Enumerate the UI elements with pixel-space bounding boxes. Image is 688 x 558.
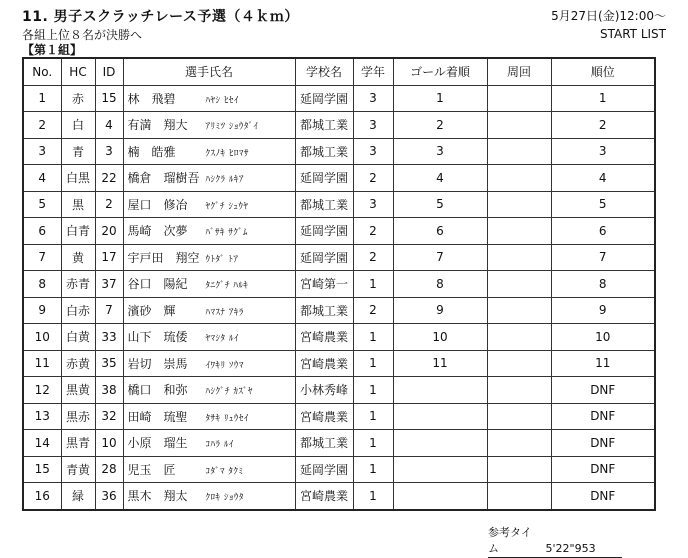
table-row	[23, 138, 655, 165]
cell-hc: 白黄	[61, 324, 95, 351]
table-row	[23, 456, 655, 483]
cell-school: 延岡学園	[295, 218, 353, 245]
cell-id: 36	[95, 483, 123, 510]
table-row	[23, 271, 655, 298]
athlete-name: 児玉 匠	[127, 462, 176, 477]
cell-grade: 3	[353, 138, 393, 165]
table-row	[23, 483, 655, 510]
athlete-name-kana: ｲﾜｷﾘ ｿｳﾏ	[205, 360, 244, 371]
reference-time-value: 5'22"953	[545, 542, 596, 555]
athlete-name: 橋倉 瑠樹吾	[127, 171, 200, 186]
table-row	[23, 297, 655, 324]
athlete-name: 小原 瑠生	[127, 436, 188, 451]
cell-rank: 6	[551, 218, 655, 245]
cell-finish: 2	[393, 112, 487, 139]
cell-school: 宮崎農業	[295, 324, 353, 351]
cell-rank: 1	[551, 85, 655, 112]
page-title: 11. 男子スクラッチレース予選（４ｋｍ）	[22, 9, 299, 25]
reference-time-label: 参考タイム	[488, 526, 532, 555]
cell-name	[123, 85, 295, 112]
column-header-id: ID	[95, 58, 123, 85]
cell-name	[123, 456, 295, 483]
cell-id: 20	[95, 218, 123, 245]
athlete-name-kana: ﾊﾏｽﾅ ｱｷﾗ	[205, 307, 244, 318]
cell-school: 都城工業	[295, 297, 353, 324]
cell-grade: 2	[353, 244, 393, 271]
cell-name	[123, 377, 295, 404]
cell-rank: DNF	[551, 430, 655, 457]
cell-no: 4	[23, 165, 61, 192]
cell-id: 15	[95, 85, 123, 112]
cell-no: 8	[23, 271, 61, 298]
cell-school: 宮崎農業	[295, 403, 353, 430]
cell-grade: 1	[353, 377, 393, 404]
athlete-name: 馬崎 次夢	[127, 224, 188, 239]
athlete-name-kana: ﾊｼｸﾞﾁ ｶｽﾞﾔ	[205, 387, 253, 398]
cell-rank: 2	[551, 112, 655, 139]
cell-laps	[487, 138, 551, 165]
start-list-label: START LIST	[599, 27, 666, 41]
table-row	[23, 165, 655, 192]
cell-finish	[393, 483, 487, 510]
cell-grade: 3	[353, 85, 393, 112]
cell-rank: 4	[551, 165, 655, 192]
cell-hc: 黒赤	[61, 403, 95, 430]
cell-rank: 8	[551, 271, 655, 298]
athlete-name: 山下 琉倭	[127, 330, 188, 345]
race-date: 5月27日(金)12:00～	[551, 9, 666, 23]
athlete-name-kana: ｸﾛｷ ｼｮｳﾀ	[205, 493, 244, 504]
cell-grade: 1	[353, 271, 393, 298]
cell-grade: 2	[353, 165, 393, 192]
cell-name	[123, 403, 295, 430]
cell-name	[123, 483, 295, 510]
cell-grade: 1	[353, 350, 393, 377]
cell-grade: 1	[353, 403, 393, 430]
athlete-name-kana: ｸｽﾉｷ ﾋﾛﾏｻ	[205, 148, 249, 159]
cell-grade: 1	[353, 456, 393, 483]
cell-hc: 白	[61, 112, 95, 139]
cell-rank: 11	[551, 350, 655, 377]
athlete-name-kana: ﾊﾔｼ ﾋｾｲ	[205, 95, 239, 106]
athlete-name-kana: ﾊｼｸﾗ ﾙｷｱ	[205, 175, 244, 186]
athlete-name-kana: ﾔｸﾞﾁ ｼｭｳﾔ	[205, 201, 249, 212]
cell-rank: DNF	[551, 456, 655, 483]
cell-laps	[487, 377, 551, 404]
qualification-note: 各組上位８名が決勝へ	[22, 28, 143, 42]
cell-finish	[393, 377, 487, 404]
cell-finish: 9	[393, 297, 487, 324]
cell-laps	[487, 165, 551, 192]
cell-name	[123, 218, 295, 245]
column-header-hc: HC	[61, 58, 95, 85]
cell-laps	[487, 191, 551, 218]
cell-rank: DNF	[551, 377, 655, 404]
cell-hc: 黒	[61, 191, 95, 218]
cell-hc: 赤黄	[61, 350, 95, 377]
cell-id: 10	[95, 430, 123, 457]
cell-id: 38	[95, 377, 123, 404]
cell-finish: 10	[393, 324, 487, 351]
column-header-school: 学校名	[295, 58, 353, 85]
cell-laps	[487, 271, 551, 298]
column-header-no: No.	[23, 58, 61, 85]
cell-laps	[487, 112, 551, 139]
cell-laps	[487, 430, 551, 457]
cell-name	[123, 271, 295, 298]
cell-no: 1	[23, 85, 61, 112]
cell-no: 7	[23, 244, 61, 271]
start-list-table	[22, 57, 656, 511]
cell-finish: 8	[393, 271, 487, 298]
cell-grade: 1	[353, 483, 393, 510]
cell-no: 9	[23, 297, 61, 324]
cell-school: 宮崎農業	[295, 483, 353, 510]
cell-name	[123, 112, 295, 139]
table-row	[23, 377, 655, 404]
cell-no: 2	[23, 112, 61, 139]
table-row	[23, 191, 655, 218]
cell-no: 14	[23, 430, 61, 457]
cell-hc: 青黄	[61, 456, 95, 483]
athlete-name: 岩切 崇馬	[127, 356, 188, 371]
cell-no: 16	[23, 483, 61, 510]
athlete-name-kana: ｺﾀﾞﾏ ﾀｸﾐ	[205, 466, 244, 477]
column-header-grade: 学年	[353, 58, 393, 85]
athlete-name-kana: ｱﾘﾐﾂ ｼｮｳﾀﾞｲ	[205, 122, 259, 133]
cell-school: 延岡学園	[295, 244, 353, 271]
athlete-name: 谷口 陽紀	[127, 277, 188, 292]
cell-finish: 4	[393, 165, 487, 192]
cell-hc: 黒黄	[61, 377, 95, 404]
cell-laps	[487, 85, 551, 112]
cell-rank: 10	[551, 324, 655, 351]
cell-finish: 6	[393, 218, 487, 245]
cell-grade: 2	[353, 218, 393, 245]
cell-hc: 白青	[61, 218, 95, 245]
table-row	[23, 85, 655, 112]
athlete-name-kana: ﾀﾆｸﾞﾁ ﾊﾙｷ	[205, 281, 249, 292]
athlete-name: 田崎 琉聖	[127, 409, 188, 424]
table-row	[23, 218, 655, 245]
cell-name	[123, 244, 295, 271]
cell-school: 都城工業	[295, 138, 353, 165]
cell-school: 都城工業	[295, 191, 353, 218]
cell-finish	[393, 430, 487, 457]
cell-grade: 3	[353, 112, 393, 139]
cell-laps	[487, 350, 551, 377]
cell-id: 32	[95, 403, 123, 430]
cell-hc: 緑	[61, 483, 95, 510]
table-row	[23, 112, 655, 139]
cell-finish	[393, 456, 487, 483]
athlete-name-kana: ｺﾊﾗ ﾙｲ	[205, 440, 234, 451]
athlete-name: 黒木 翔太	[127, 489, 188, 504]
table-row	[23, 403, 655, 430]
cell-hc: 赤青	[61, 271, 95, 298]
cell-laps	[487, 324, 551, 351]
cell-laps	[487, 456, 551, 483]
athlete-name: 濱砂 輝	[127, 303, 176, 318]
cell-hc: 黄	[61, 244, 95, 271]
cell-laps	[487, 244, 551, 271]
cell-laps	[487, 403, 551, 430]
cell-grade: 1	[353, 430, 393, 457]
athlete-name: 林 飛碧	[127, 91, 176, 106]
cell-finish: 11	[393, 350, 487, 377]
cell-name	[123, 165, 295, 192]
cell-school: 小林秀峰	[295, 377, 353, 404]
cell-rank: 9	[551, 297, 655, 324]
reference-time	[488, 524, 622, 558]
cell-id: 28	[95, 456, 123, 483]
cell-school: 延岡学園	[295, 165, 353, 192]
cell-name	[123, 191, 295, 218]
table-row	[23, 324, 655, 351]
cell-id: 4	[95, 112, 123, 139]
athlete-name: 屋口 修冶	[127, 197, 188, 212]
column-header-name: 選手氏名	[123, 58, 295, 85]
athlete-name: 宇戸田 翔空	[127, 250, 200, 265]
cell-hc: 白赤	[61, 297, 95, 324]
cell-no: 5	[23, 191, 61, 218]
cell-id: 35	[95, 350, 123, 377]
cell-name	[123, 430, 295, 457]
table-row	[23, 244, 655, 271]
cell-laps	[487, 297, 551, 324]
cell-grade: 1	[353, 324, 393, 351]
cell-id: 37	[95, 271, 123, 298]
cell-hc: 黒青	[61, 430, 95, 457]
table-header-row	[23, 58, 655, 85]
cell-school: 都城工業	[295, 430, 353, 457]
athlete-name: 有満 翔大	[127, 118, 188, 133]
cell-rank: DNF	[551, 483, 655, 510]
cell-hc: 白黒	[61, 165, 95, 192]
cell-rank: 7	[551, 244, 655, 271]
cell-grade: 2	[353, 297, 393, 324]
athlete-name-kana: ﾔﾏｼﾀ ﾙｲ	[205, 334, 239, 345]
cell-school: 延岡学園	[295, 456, 353, 483]
cell-id: 33	[95, 324, 123, 351]
cell-name	[123, 324, 295, 351]
column-header-laps: 周回	[487, 58, 551, 85]
cell-name	[123, 297, 295, 324]
cell-rank: 3	[551, 138, 655, 165]
table-body	[23, 85, 655, 510]
athlete-name-kana: ﾀｻｷ ﾘｭｳｾｲ	[205, 413, 249, 424]
cell-rank: 5	[551, 191, 655, 218]
cell-id: 2	[95, 191, 123, 218]
cell-finish: 5	[393, 191, 487, 218]
cell-no: 13	[23, 403, 61, 430]
athlete-name: 楠 皓雅	[127, 144, 176, 159]
cell-rank: DNF	[551, 403, 655, 430]
cell-no: 6	[23, 218, 61, 245]
cell-school: 宮崎第一	[295, 271, 353, 298]
cell-grade: 3	[353, 191, 393, 218]
cell-id: 22	[95, 165, 123, 192]
cell-name	[123, 138, 295, 165]
cell-id: 3	[95, 138, 123, 165]
table-row	[23, 430, 655, 457]
athlete-name-kana: ﾊﾞｻｷ ｻｸﾞﾑ	[205, 228, 248, 239]
cell-finish	[393, 403, 487, 430]
cell-school: 宮崎農業	[295, 350, 353, 377]
cell-hc: 青	[61, 138, 95, 165]
cell-id: 7	[95, 297, 123, 324]
table-row	[23, 350, 655, 377]
group-label: 【第１組】	[22, 43, 83, 57]
cell-school: 延岡学園	[295, 85, 353, 112]
column-header-rank: 順位	[551, 58, 655, 85]
cell-finish: 7	[393, 244, 487, 271]
athlete-name-kana: ｳﾄﾀﾞ ﾄｱ	[205, 254, 239, 265]
cell-finish: 1	[393, 85, 487, 112]
athlete-name: 橋口 和弥	[127, 383, 188, 398]
cell-laps	[487, 218, 551, 245]
cell-hc: 赤	[61, 85, 95, 112]
cell-no: 10	[23, 324, 61, 351]
cell-finish: 3	[393, 138, 487, 165]
cell-name	[123, 350, 295, 377]
cell-no: 15	[23, 456, 61, 483]
cell-id: 17	[95, 244, 123, 271]
cell-no: 12	[23, 377, 61, 404]
cell-laps	[487, 483, 551, 510]
cell-no: 3	[23, 138, 61, 165]
column-header-finish: ゴール着順	[393, 58, 487, 85]
cell-school: 都城工業	[295, 112, 353, 139]
cell-no: 11	[23, 350, 61, 377]
